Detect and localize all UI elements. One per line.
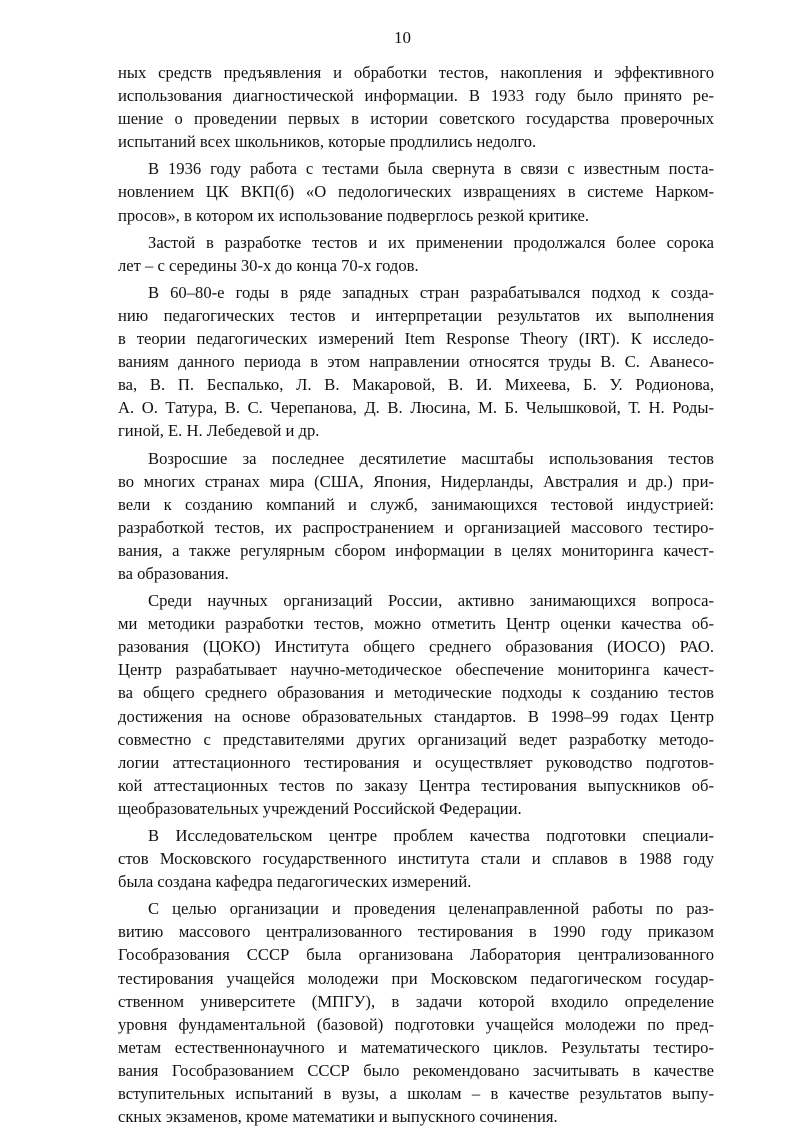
text-line: шение о проведении первых в истории советского государства проверочных: [118, 109, 714, 129]
text-line: С целью организации и проведения целенаправленной работы по раз-: [148, 899, 714, 919]
paragraph: [118, 447, 714, 586]
text-line: в теории педагогических измерений Item Response Theory (IRT). К исследо-: [118, 329, 714, 349]
text-line: ваниям данного периода в этом направлении относятся труды В. С. Аванесо-: [118, 352, 714, 372]
text-line: новлением ЦК ВКП(б) «О педологических извращениях в системе Нарком-: [118, 182, 714, 202]
page-number: 10: [394, 28, 411, 47]
text-line: гиной, Е. Н. Лебедевой и др.: [118, 421, 320, 441]
text-line: достижения на основе образовательных стандартов. В 1998–99 годах Центр: [118, 706, 714, 726]
paragraph: [118, 157, 714, 226]
text-line: Центр разрабатывает научно-методическое обеспечение мониторинга качест-: [118, 660, 714, 680]
text-line: ва общего среднего образования и методические подходы к созданию тестов: [118, 683, 714, 703]
text-line: была создана кафедра педагогических измерений.: [118, 872, 472, 892]
text-line: Возросшие за последнее десятилетие масштабы использования тестов: [148, 448, 714, 468]
text-line: щеобразовательных учреждений Российской Федерации.: [118, 798, 522, 818]
body-text: [118, 61, 714, 1128]
text-line: В 60–80-е годы в ряде западных стран разрабатывался подход к созда-: [148, 282, 714, 302]
text-line: вания, а также регулярным сбором информации в целях мониторинга качест-: [118, 540, 714, 560]
text-line: В 1936 году работа с тестами была свернута в связи с известным поста-: [148, 159, 714, 179]
text-line: ственном университете (МПГУ), в задачи которой входило определение: [118, 991, 714, 1011]
paragraph: [118, 589, 714, 820]
paragraph: [118, 897, 714, 1128]
text-line: вели к созданию компаний и служб, занимающихся тестовой индустрией:: [118, 494, 714, 514]
text-line: уровня фундаментальной (базовой) подготовки учащейся молодежи по пред-: [118, 1014, 714, 1034]
text-line: стов Московского государственного института стали и сплавов в 1988 году: [118, 849, 714, 869]
text-line: ва образования.: [118, 563, 229, 583]
text-line: во многих странах мира (США, Япония, Нидерланды, Австралия и др.) при-: [118, 471, 714, 491]
text-line: тестирования учащейся молодежи при Московском педагогическом государ-: [118, 968, 714, 988]
text-line: просов», в котором их использование подверглось резкой критике.: [118, 205, 589, 225]
text-line: витию массового централизованного тестирования в 1990 году приказом: [118, 922, 714, 942]
text-line: Гособразования СССР была организована Лаборатория централизованного: [118, 945, 714, 965]
text-line: Среди научных организаций России, активно занимающихся вопроса-: [148, 591, 714, 611]
paragraph: [118, 281, 714, 443]
text-line: нию педагогических тестов и интерпретации результатов их выполнения: [118, 305, 714, 325]
text-line: метам естественнонаучного и математического циклов. Результаты тестиро-: [118, 1037, 714, 1057]
text-line: вступительных испытаний в вузы, а школам – в качестве результатов выпу-: [118, 1084, 714, 1104]
text-line: кой аттестационных тестов по заказу Центра тестирования выпускников об-: [118, 775, 714, 795]
text-line: использования диагностической информации. В 1933 году было принято ре-: [118, 86, 714, 106]
text-line: ми методики разработки тестов, можно отметить Центр оценки качества об-: [118, 614, 714, 634]
text-line: совместно с представителями других организаций ведет разработку методо-: [118, 729, 714, 749]
text-line: разования (ЦОКО) Института общего среднего образования (ИОСО) РАО.: [118, 637, 714, 657]
text-line: ва, В. П. Беспалько, Л. В. Макаровой, В. И. Михеева, Б. У. Родионова,: [118, 375, 714, 395]
text-line: Застой в разработке тестов и их применении продолжался более сорока: [148, 232, 714, 252]
text-line: ных средств предъявления и обработки тестов, накопления и эффективного: [118, 63, 714, 82]
text-line: разработкой тестов, их распространением и организацией массового тестиро-: [118, 517, 714, 537]
paragraph: [118, 61, 714, 153]
text-line: вания Гособразованием СССР было рекомендовано засчитывать в качестве: [118, 1060, 714, 1080]
text-line: лет – с середины 30-х до конца 70-х годов.: [118, 255, 419, 275]
text-line: А. О. Татура, В. С. Черепанова, Д. В. Люсина, М. Б. Челышковой, Т. Н. Роды-: [118, 398, 714, 418]
text-line: скных экзаменов, кроме математики и выпускного сочинения.: [118, 1107, 558, 1127]
text-line: В Исследовательском центре проблем качества подготовки специали-: [148, 826, 714, 845]
paragraph: [118, 231, 714, 277]
paragraph: [118, 824, 714, 893]
text-line: испытаний всех школьников, которые продлились недолго.: [118, 132, 537, 152]
text-line: логии аттестационного тестирования и осуществляет руководство подготов-: [118, 752, 714, 772]
